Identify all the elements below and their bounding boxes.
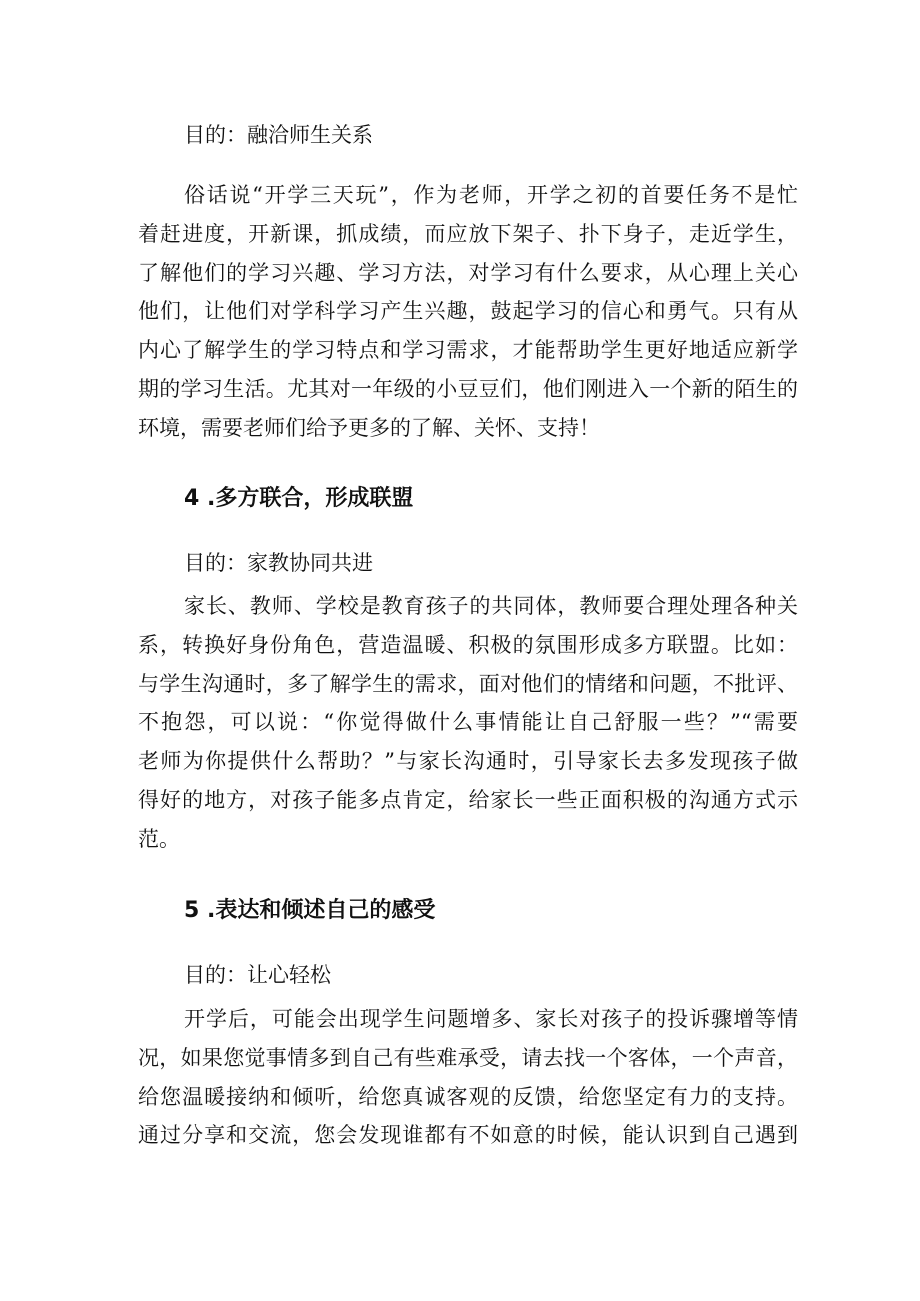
paragraph-line: 期的学习生活。尤其对一年级的小豆豆们，他们刚进入一个新的陌生的 — [138, 376, 798, 401]
paragraph-line: 了解他们的学习兴趣、学习方法，对学习有什么要求，从心理上关心 — [138, 260, 798, 285]
paragraph-line: 不抱怨，可以说：“你觉得做什么事情能让自己舒服一些？”“需要 — [138, 710, 798, 735]
paragraph-relax — [138, 1000, 798, 1155]
purpose-line-home-school: 目的：家教协同共进 — [184, 551, 373, 575]
purpose-line-relax: 目的：让心轻松 — [184, 963, 331, 987]
paragraph-line: 开学后，可能会出现学生问题增多、家长对孩子的投诉骤增等情 — [184, 1007, 798, 1031]
section-heading-4: 4 .多方联合，形成联盟 — [184, 486, 414, 511]
section-heading-5: 5 .表达和倾述自己的感受 — [184, 898, 436, 923]
paragraph-line: 通过分享和交流，您会发现谁都有不如意的时候，能认识到自己遇到 — [138, 1123, 798, 1148]
paragraph-line: 老师为你提供什么帮助？”与家长沟通时，引导家长去多发现孩子做 — [138, 749, 798, 774]
paragraph-line: 环境，需要老师们给予更多的了解、关怀、支持！ — [138, 415, 600, 440]
paragraph-line: 家长、教师、学校是教育孩子的共同体，教师要合理处理各种关 — [184, 594, 798, 618]
paragraph-line: 系，转换好身份角色，营造温暖、积极的氛围形成多方联盟。比如： — [138, 632, 798, 657]
paragraph-line: 与学生沟通时，多了解学生的需求，面对他们的情绪和问题，不批评、 — [138, 671, 798, 696]
paragraph-line: 范。 — [138, 826, 180, 851]
paragraph-line: 给您温暖接纳和倾听，给您真诚客观的反馈，给您坚定有力的支持。 — [138, 1084, 798, 1109]
paragraph-line: 着赶进度，开新课，抓成绩，而应放下架子、扑下身子，走近学生， — [138, 221, 798, 246]
paragraph-line: 况，如果您觉事情多到自己有些难承受，请去找一个客体，一个声音， — [138, 1045, 798, 1070]
paragraph-line: 他们，让他们对学科学习产生兴趣，鼓起学习的信心和勇气。只有从 — [138, 299, 798, 324]
paragraph-line: 俗话说“开学三天玩”，作为老师，开学之初的首要任务不是忙 — [184, 183, 798, 207]
purpose-line-teacher-student: 目的：融洽师生关系 — [184, 123, 373, 147]
paragraph-line: 得好的地方，对孩子能多点肯定，给家长一些正面积极的沟通方式示 — [138, 787, 798, 812]
paragraph-teacher-student — [138, 176, 798, 448]
paragraph-line: 内心了解学生的学习特点和学习需求，才能帮助学生更好地适应新学 — [138, 338, 798, 363]
paragraph-home-school — [138, 587, 798, 859]
